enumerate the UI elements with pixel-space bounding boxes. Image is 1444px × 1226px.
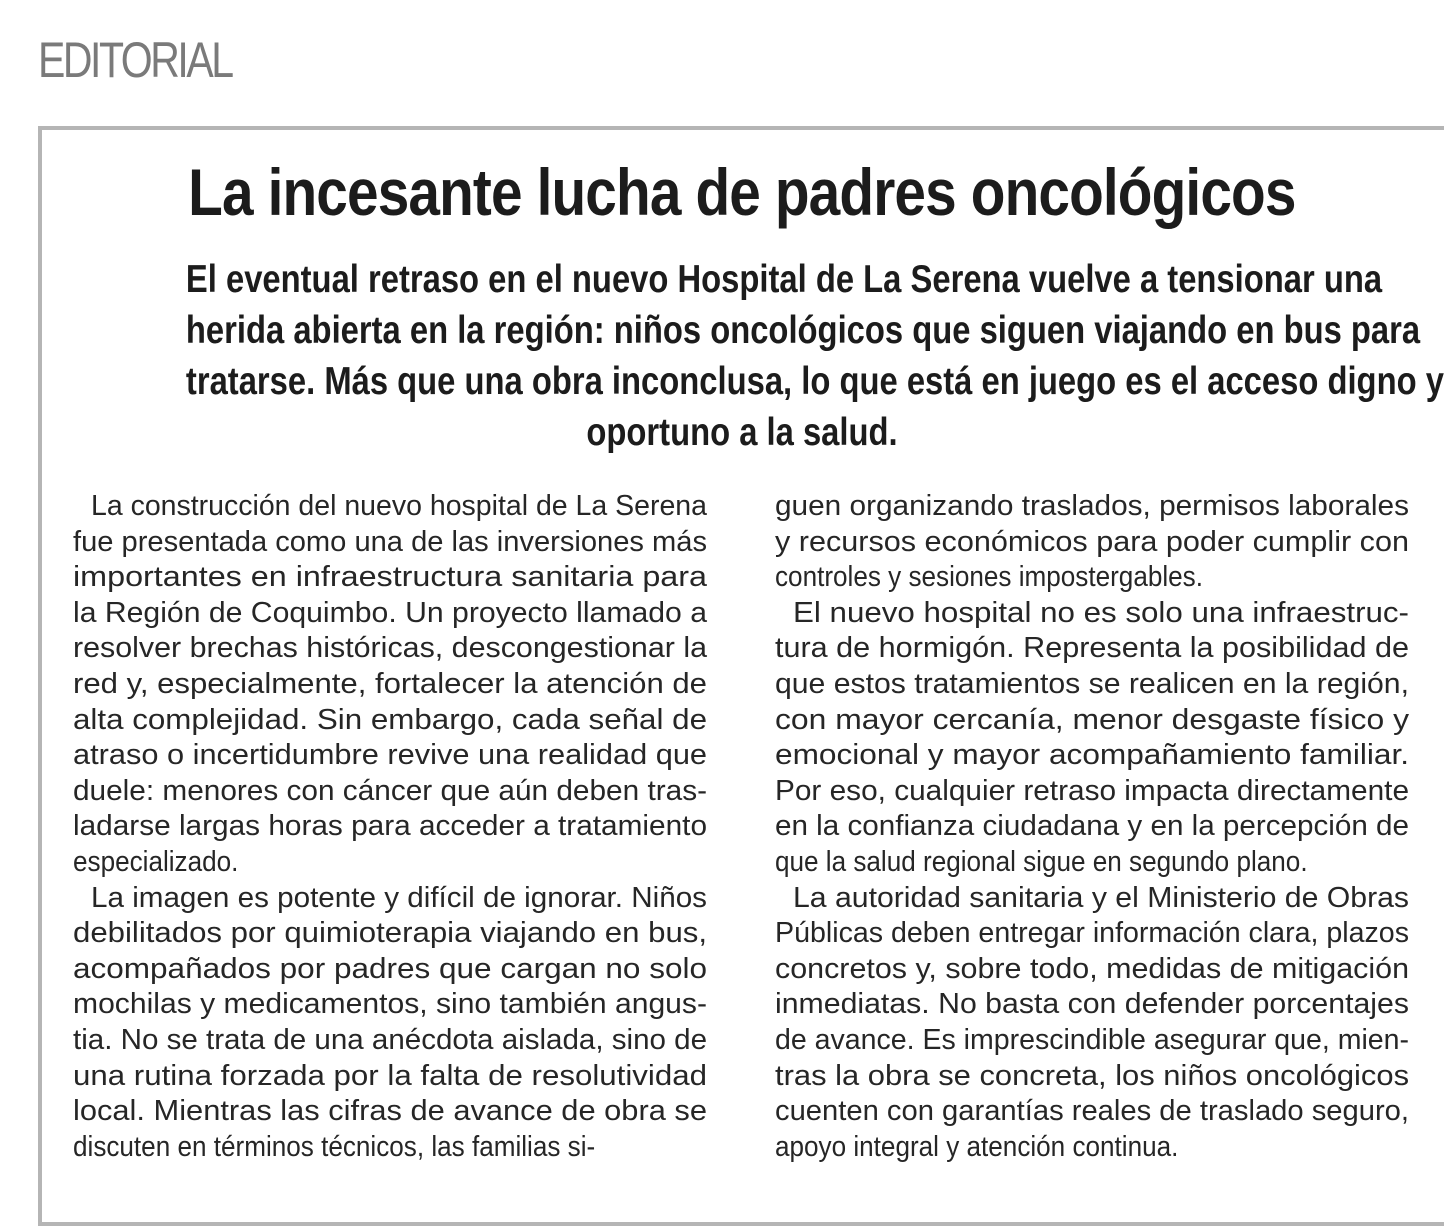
body-text: alta complejidad. Sin embargo, cada señal de [73,703,707,736]
headline [0,154,1444,230]
body-text-line [775,845,1409,881]
body-text: red y, especialmente, fortalecer la atención de [73,667,707,700]
body-text-line [73,1094,707,1130]
body-text-line [775,774,1409,810]
body-column-left [73,489,707,1165]
body-text: controles y sesiones impostergables. [775,561,1203,594]
body-column-right [775,489,1409,1165]
body-text-line [73,845,707,881]
body-text: emocional y mayor acompañamiento familiar. [775,739,1410,772]
body-text-line [73,596,707,632]
body-text: especializado. [73,845,239,878]
body-text: duele: menores con cáncer que aún deben tras- [73,774,708,807]
body-text-line [73,667,707,703]
subhead-line: El eventual retraso en el nuevo Hospital de La Serena vuelve a tensionar una [185,258,1383,301]
body-text-line [73,774,707,810]
body-text: en la confianza ciudadana y en la percepción de [775,810,1410,843]
subhead [80,254,1444,458]
body-text-line [775,525,1409,561]
body-text-line [73,703,707,739]
body-text: La autoridad sanitaria y el Ministerio de Obras [793,881,1410,914]
body-text-line [73,560,707,596]
body-text: mochilas y medicamentos, sino también angus- [73,988,707,1021]
body-text: una rutina forzada por la falta de resolutividad [73,1059,707,1092]
body-text-line [73,1059,707,1095]
body-text-line [73,809,707,845]
body-text-line [73,987,707,1023]
body-text: la Región de Coquimbo. Un proyecto llamado a [73,596,707,629]
body-text: resolver brechas históricas, descongestionar la [73,632,708,665]
body-text: que estos tratamientos se realicen en la región, [775,667,1409,700]
body-text-line [775,809,1409,845]
body-text-line [775,916,1409,952]
body-text-line [775,1023,1409,1059]
body-text-line [73,1130,707,1166]
body-text-line [775,738,1409,774]
body-text-line [775,952,1409,988]
body-text: tura de hormigón. Representa la posibilidad de [775,632,1409,665]
body-text-line [73,1023,707,1059]
subhead-line: herida abierta en la región: niños oncológicos que siguen viajando en bus para [185,309,1421,352]
body-text: acompañados por padres que cargan no solo [73,952,707,985]
body-text: local. Mientras las cifras de avance de obra se [73,1095,707,1128]
body-text-line [775,489,1409,525]
body-text-line [775,1059,1409,1095]
body-text: concretos y, sobre todo, medidas de mitigación [775,952,1410,985]
body-text-line [775,631,1409,667]
body-text: apoyo integral y atención continua. [775,1130,1179,1163]
body-text-line [73,631,707,667]
body-text: con mayor cercanía, menor desgaste físico y [775,703,1410,736]
body-text: y recursos económicos para poder cumplir con [775,525,1409,558]
body-text-line [73,489,707,525]
body-text: tia. No se trata de una anécdota aislada, sino de [73,1023,708,1056]
body-text: que la salud regional sigue en segundo plano. [775,845,1308,878]
body-text-line [73,525,707,561]
body-text-line [775,1130,1409,1166]
body-text-line [73,952,707,988]
body-text: de avance. Es imprescindible asegurar que, mien- [775,1023,1410,1056]
body-text-line [73,738,707,774]
body-text: importantes en infraestructura sanitaria para [73,561,707,594]
body-text: ladarse largas horas para acceder a tratamiento [73,810,708,843]
body-text-line [775,1094,1409,1130]
body-text: El nuevo hospital no es solo una infraestruc- [793,596,1409,629]
body-text: inmediatas. No basta con defender porcentajes [775,988,1409,1021]
body-text: La imagen es potente y difícil de ignorar. Niños [91,881,708,914]
body-text: debilitados por quimioterapia viajando en bus, [73,917,708,950]
body-text: tras la obra se concreta, los niños oncológicos [775,1059,1410,1092]
headline-text: La incesante lucha de padres oncológicos [188,155,1296,229]
body-text-line [775,987,1409,1023]
body-text-line [775,596,1409,632]
body-text: guen organizando traslados, permisos laborales [775,490,1409,522]
body-text: cuenten con garantías reales de traslado seguro, [775,1095,1410,1128]
body-text: Por eso, cualquier retraso impacta directamente [775,774,1410,807]
body-text: discuten en términos técnicos, las familias si- [73,1130,596,1163]
body-text-line [775,881,1409,917]
body-text-line [775,667,1409,703]
subhead-line: tratarse. Más que una obra inconclusa, lo que está en juego es el acceso digno y [185,360,1444,403]
body-text-line [775,703,1409,739]
body-text-line [73,916,707,952]
body-text: La construcción del nuevo hospital de La Serena [91,490,707,522]
body-text-line [73,881,707,917]
section-label: EDITORIAL [38,32,232,88]
body-text: Públicas deben entregar información clara, plazos [775,917,1410,950]
body-text: atraso o incertidumbre revive una realidad que [73,739,708,772]
body-text-line [775,560,1409,596]
body-text: fue presentada como una de las inversiones más [73,525,708,558]
subhead-line: oportuno a la salud. [586,411,898,454]
